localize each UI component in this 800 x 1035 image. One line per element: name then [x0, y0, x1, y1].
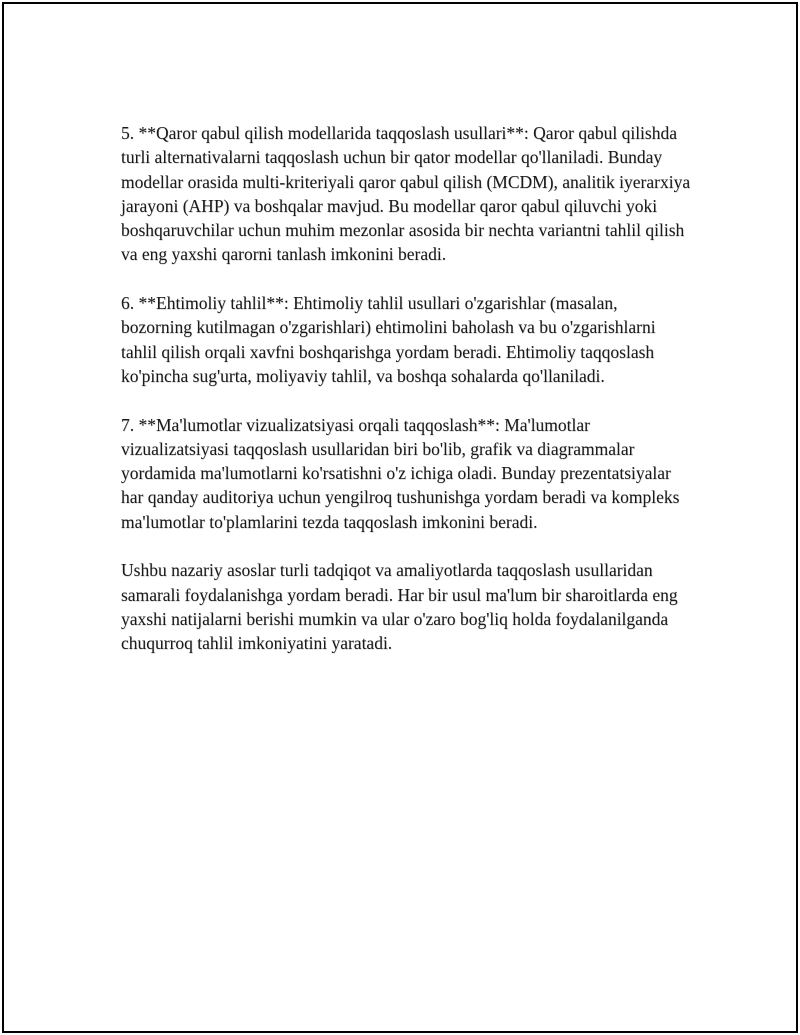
page-frame [2, 2, 798, 1033]
paragraph-probabilistic-analysis: 6. **Ehtimoliy tahlil**: Ehtimoliy tahlil usullari o'zgarishlar (masalan, bozorning kutilmagan o'zgarishlari) ehtimolini baholash va bu o'zgarishlarni tahlil qilish orqali xavfni boshqarishga yordam beradi. Ehtimoliy taqqoslash ko'pincha sug'urta, moliyaviy tahlil, va boshqa sohalarda qo'llaniladi. [121, 293, 656, 386]
paragraph-data-visualization: 7. **Ma'lumotlar vizualizatsiyasi orqali taqqoslash**: Ma'lumotlar vizualizatsiyasi taqqoslash usullaridan biri bo'lib, grafik va diagrammalar yordamida ma'lumotlarni ko'rsatishni o'z ichiga oladi. Bunday prezentatsiyalar har qanday auditoriya uchun yengilroq tushunishga yordam beradi va kompleks ma'lumotlar to'plamlarini tezda taqqoslash imkonini beradi. [121, 414, 680, 532]
document-body [121, 121, 691, 680]
paragraph-conclusion: Ushbu nazariy asoslar turli tadqiqot va amaliyotlarda taqqoslash usullaridan samarali foydalanishga yordam beradi. Har bir usul ma'lum bir sharoitlarda eng yaxshi natijalarni berishi mumkin va ular o'zaro bog'liq holda foydalanilganda chuqurroq tahlil imkoniyatini yaratadi. [121, 560, 678, 654]
paragraph-decision-models: 5. **Qaror qabul qilish modellarida taqqoslash usullari**: Qaror qabul qilishda turli alternativalarni taqqoslash uchun bir qator modellar qo'llaniladi. Bunday modellar orasida multi-kriteriyali qaror qabul qilish (MCDM), analitik iyerarxiya jarayoni (AHP) va boshqalar mavjud. Bu modellar qaror qabul qiluvchi yoki boshqaruvchilar uchun muhim mezonlar asosida bir nechta variantni tahlil qilish va eng yaxshi qarorni tanlash imkonini beradi. [121, 123, 691, 265]
